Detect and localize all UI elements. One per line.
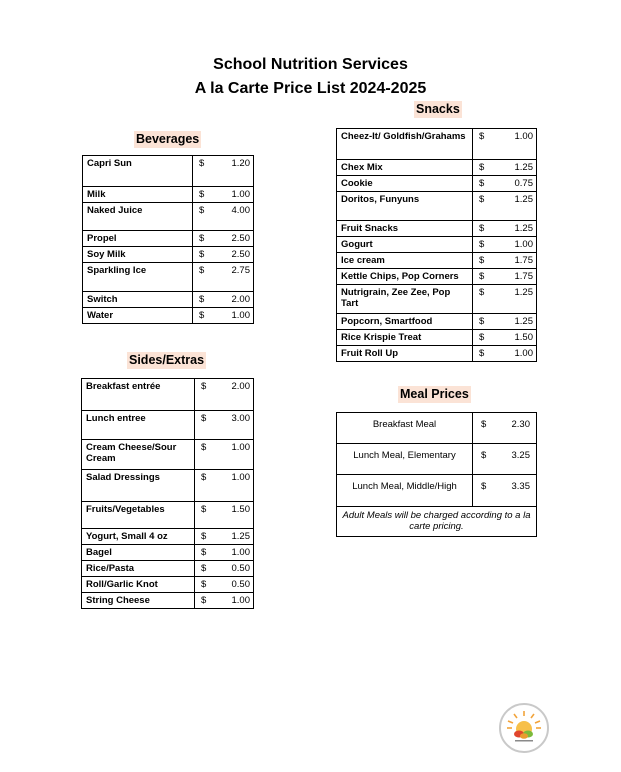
item-price: 1.25 bbox=[514, 194, 533, 205]
currency-symbol: $ bbox=[201, 595, 207, 606]
currency-symbol: $ bbox=[201, 531, 207, 542]
item-price: 1.75 bbox=[514, 255, 533, 266]
item-price: 1.25 bbox=[514, 316, 533, 327]
item-name: Roll/Garlic Knot bbox=[82, 577, 195, 593]
item-name: Capri Sun bbox=[83, 156, 193, 187]
currency-symbol: $ bbox=[199, 233, 205, 244]
currency-symbol: $ bbox=[479, 162, 485, 173]
item-price: 1.00 bbox=[231, 442, 250, 453]
page-title: School Nutrition Services bbox=[213, 56, 408, 73]
table-row bbox=[83, 292, 254, 308]
sides-heading: Sides/Extras bbox=[129, 353, 205, 367]
item-name: String Cheese bbox=[82, 593, 195, 609]
currency-symbol: $ bbox=[481, 450, 487, 461]
beverages-table bbox=[82, 155, 254, 324]
item-name: Popcorn, Smartfood bbox=[337, 314, 473, 330]
currency-symbol: $ bbox=[479, 131, 485, 142]
table-row bbox=[337, 444, 537, 475]
adult-meal-note: Adult Meals will be charged according to a la carte pricing. bbox=[337, 507, 537, 537]
table-row bbox=[83, 156, 254, 187]
currency-symbol: $ bbox=[479, 348, 485, 359]
meals-table bbox=[336, 412, 537, 537]
sun-logo-icon bbox=[501, 705, 547, 751]
table-row bbox=[83, 247, 254, 263]
table-row bbox=[337, 330, 537, 346]
table-row bbox=[337, 269, 537, 285]
item-price: 1.00 bbox=[514, 239, 533, 250]
item-name: Ice cream bbox=[337, 253, 473, 269]
item-name: Soy Milk bbox=[83, 247, 193, 263]
currency-symbol: $ bbox=[479, 271, 485, 282]
currency-symbol: $ bbox=[479, 287, 485, 298]
item-price: 1.00 bbox=[231, 472, 250, 483]
currency-symbol: $ bbox=[201, 563, 207, 574]
currency-symbol: $ bbox=[479, 332, 485, 343]
meal-name: Breakfast Meal bbox=[337, 413, 473, 444]
currency-symbol: $ bbox=[201, 579, 207, 590]
item-name: Rice/Pasta bbox=[82, 561, 195, 577]
table-row bbox=[337, 253, 537, 269]
currency-symbol: $ bbox=[479, 223, 485, 234]
item-name: Naked Juice bbox=[83, 203, 193, 231]
meal-price: 3.35 bbox=[511, 481, 530, 492]
table-row bbox=[337, 221, 537, 237]
table-row bbox=[83, 231, 254, 247]
currency-symbol: $ bbox=[479, 255, 485, 266]
item-price: 1.25 bbox=[514, 162, 533, 173]
table-row bbox=[337, 413, 537, 444]
nutrition-services-logo bbox=[499, 703, 549, 753]
item-price: 1.00 bbox=[514, 348, 533, 359]
item-name: Chex Mix bbox=[337, 160, 473, 176]
currency-symbol: $ bbox=[199, 294, 205, 305]
table-row bbox=[83, 203, 254, 231]
page-subtitle: A la Carte Price List 2024-2025 bbox=[194, 80, 427, 97]
currency-symbol: $ bbox=[201, 472, 207, 483]
item-name: Lunch entree bbox=[82, 411, 195, 440]
snacks-heading: Snacks bbox=[416, 102, 460, 116]
table-row bbox=[337, 176, 537, 192]
table-row bbox=[83, 263, 254, 292]
table-row bbox=[82, 379, 254, 411]
table-row bbox=[337, 129, 537, 160]
table-row bbox=[82, 561, 254, 577]
item-price: 1.00 bbox=[231, 310, 250, 321]
meals-heading: Meal Prices bbox=[400, 387, 469, 401]
item-name: Salad Dressings bbox=[82, 470, 195, 502]
table-row bbox=[82, 529, 254, 545]
item-price: 2.75 bbox=[231, 265, 250, 276]
item-name: Sparkling Ice bbox=[83, 263, 193, 292]
currency-symbol: $ bbox=[481, 419, 487, 430]
currency-symbol: $ bbox=[199, 189, 205, 200]
currency-symbol: $ bbox=[201, 413, 207, 424]
table-row bbox=[83, 308, 254, 324]
currency-symbol: $ bbox=[479, 178, 485, 189]
currency-symbol: $ bbox=[479, 316, 485, 327]
currency-symbol: $ bbox=[199, 158, 205, 169]
item-price: 1.00 bbox=[231, 189, 250, 200]
item-price: 2.00 bbox=[231, 294, 250, 305]
item-price: 0.75 bbox=[514, 178, 533, 189]
beverages-heading: Beverages bbox=[136, 132, 200, 146]
item-price: 0.50 bbox=[231, 563, 250, 574]
currency-symbol: $ bbox=[199, 265, 205, 276]
item-name: Nutrigrain, Zee Zee, Pop Tart bbox=[337, 285, 473, 314]
table-row bbox=[82, 411, 254, 440]
meal-name: Lunch Meal, Middle/High bbox=[337, 475, 473, 507]
currency-symbol: $ bbox=[201, 547, 207, 558]
meal-price: 2.30 bbox=[511, 419, 530, 430]
table-row bbox=[82, 440, 254, 470]
table-row bbox=[83, 187, 254, 203]
sides-table bbox=[81, 378, 254, 609]
table-row bbox=[337, 346, 537, 362]
meal-name: Lunch Meal, Elementary bbox=[337, 444, 473, 475]
meal-price: 3.25 bbox=[511, 450, 530, 461]
table-row bbox=[82, 545, 254, 561]
table-row bbox=[337, 285, 537, 314]
item-name: Bagel bbox=[82, 545, 195, 561]
item-name: Doritos, Funyuns bbox=[337, 192, 473, 221]
item-price: 1.50 bbox=[231, 504, 250, 515]
item-name: Rice Krispie Treat bbox=[337, 330, 473, 346]
item-name: Switch bbox=[83, 292, 193, 308]
item-price: 1.20 bbox=[231, 158, 250, 169]
currency-symbol: $ bbox=[479, 194, 485, 205]
item-price: 2.50 bbox=[231, 249, 250, 260]
item-name: Gogurt bbox=[337, 237, 473, 253]
table-row bbox=[82, 470, 254, 502]
item-name: Cream Cheese/Sour Cream bbox=[82, 440, 195, 470]
item-price: 1.00 bbox=[231, 595, 250, 606]
item-name: Water bbox=[83, 308, 193, 324]
currency-symbol: $ bbox=[481, 481, 487, 492]
item-price: 1.50 bbox=[514, 332, 533, 343]
currency-symbol: $ bbox=[199, 249, 205, 260]
table-row bbox=[82, 577, 254, 593]
item-price: 2.50 bbox=[231, 233, 250, 244]
item-price: 1.75 bbox=[514, 271, 533, 282]
table-row bbox=[337, 507, 537, 537]
table-row bbox=[337, 237, 537, 253]
item-name: Fruit Snacks bbox=[337, 221, 473, 237]
item-name: Cookie bbox=[337, 176, 473, 192]
item-price: 1.00 bbox=[231, 547, 250, 558]
currency-symbol: $ bbox=[201, 442, 207, 453]
table-row bbox=[337, 192, 537, 221]
item-name: Milk bbox=[83, 187, 193, 203]
item-price: 1.00 bbox=[514, 131, 533, 142]
table-row bbox=[82, 593, 254, 609]
table-row bbox=[337, 475, 537, 507]
item-price: 4.00 bbox=[231, 205, 250, 216]
snacks-table bbox=[336, 128, 537, 362]
currency-symbol: $ bbox=[199, 310, 205, 321]
table-row bbox=[82, 502, 254, 529]
item-price: 1.25 bbox=[514, 223, 533, 234]
item-name: Fruits/Vegetables bbox=[82, 502, 195, 529]
item-price: 2.00 bbox=[231, 381, 250, 392]
currency-symbol: $ bbox=[479, 239, 485, 250]
item-name: Fruit Roll Up bbox=[337, 346, 473, 362]
item-name: Propel bbox=[83, 231, 193, 247]
item-name: Yogurt, Small 4 oz bbox=[82, 529, 195, 545]
item-name: Kettle Chips, Pop Corners bbox=[337, 269, 473, 285]
currency-symbol: $ bbox=[199, 205, 205, 216]
item-name: Breakfast entrée bbox=[82, 379, 195, 411]
currency-symbol: $ bbox=[201, 381, 207, 392]
table-row bbox=[337, 160, 537, 176]
table-row bbox=[337, 314, 537, 330]
item-price: 1.25 bbox=[514, 287, 533, 298]
item-price: 3.00 bbox=[231, 413, 250, 424]
item-name: Cheez-It/ Goldfish/Grahams bbox=[337, 129, 473, 160]
item-price: 1.25 bbox=[231, 531, 250, 542]
item-price: 0.50 bbox=[231, 579, 250, 590]
currency-symbol: $ bbox=[201, 504, 207, 515]
